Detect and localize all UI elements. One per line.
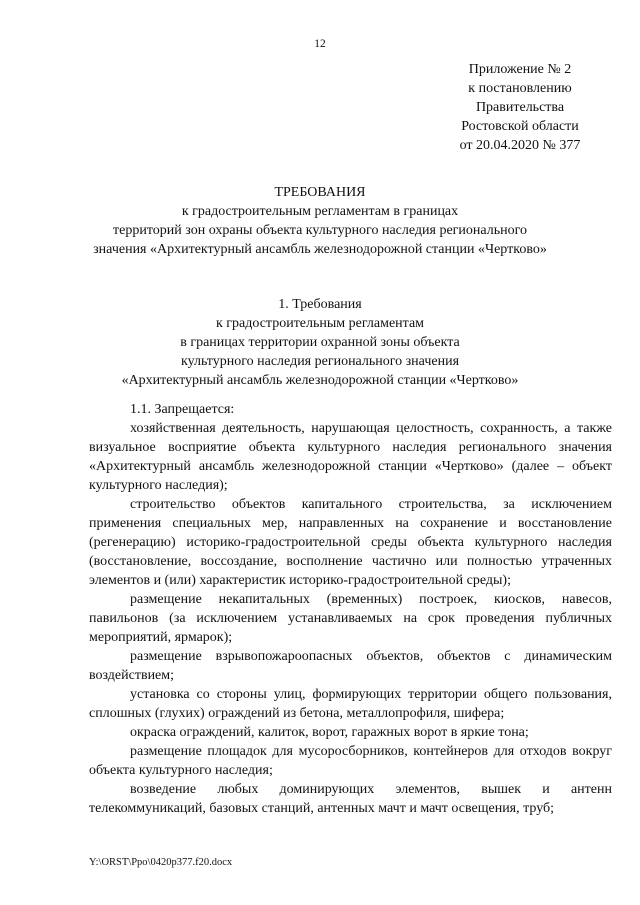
paragraph: возведение любых доминирующих элементов, вышек и антенн телекоммуникаций, базовых станций, антенных мачт и мачт освещения, труб; (89, 782, 612, 816)
paragraph: установка со стороны улиц, формирующих территории общего пользования, сплошных (глухих) ограждений из бетона, металлопрофиля, шифера; (89, 687, 612, 721)
body-text (89, 400, 612, 818)
appendix-header (440, 60, 600, 155)
section-line: к градостроительным регламентам (215, 316, 425, 331)
file-path-footer: Y:\ORST\Ppo\0420p377.f20.docx (89, 857, 233, 868)
appendix-line: Приложение № 2 (468, 62, 572, 77)
paragraph: размещение площадок для мусоросборников, контейнеров для отходов вокруг объекта культурного наследия; (89, 744, 612, 778)
paragraph: хозяйственная деятельность, нарушающая целостность, сохранность, а также визуальное восприятие объекта культурного наследия регионального значения «Архитектурный ансамбль железнодорожной станции «Чертково» (далее – объект культурного наследия); (89, 421, 612, 493)
paragraph: размещение некапитальных (временных) построек, киосков, навесов, павильонов (за исключением устанавливаемых на срок проведения публичных мероприятий, ярмарок); (89, 592, 612, 645)
section-line: 1. Требования (278, 297, 362, 312)
section-line: «Архитектурный ансамбль железнодорожной станции «Чертково» (121, 373, 519, 388)
appendix-line: от 20.04.2020 № 377 (459, 138, 581, 153)
title-line: значения «Архитектурный ансамбль железнодорожной станции «Чертково» (93, 242, 547, 257)
document-title (80, 183, 560, 259)
section-line: в границах территории охранной зоны объекта (180, 335, 460, 350)
title-line: территорий зон охраны объекта культурного наследия регионального (113, 223, 527, 238)
page-number: 12 (314, 38, 326, 50)
paragraph: окраска ограждений, калиток, ворот, гаражных ворот в яркие тона; (130, 725, 529, 740)
paragraph: строительство объектов капитального строительства, за исключением применения специальных мер, направленных на сохранение и восстановление (регенерацию) историко-градостроительной среды объекта культурного наследия (восстановление, воссоздание, восполнение частично или полностью утраченных элементов и (или) характеристик историко-градостроительной среды); (89, 497, 612, 588)
appendix-line: Ростовской области (461, 119, 579, 134)
paragraph: размещение взрывопожароопасных объектов, объектов с динамическим воздействием; (89, 649, 612, 683)
section-line: культурного наследия регионального значения (180, 354, 460, 369)
paragraph: 1.1. Запрещается: (130, 402, 235, 417)
title-line: к градостроительным регламентам в границах (181, 204, 459, 219)
appendix-line: к постановлению (468, 81, 572, 96)
appendix-line: Правительства (475, 100, 565, 115)
section-heading (80, 295, 560, 390)
title-heading: ТРЕБОВАНИЯ (274, 185, 366, 200)
